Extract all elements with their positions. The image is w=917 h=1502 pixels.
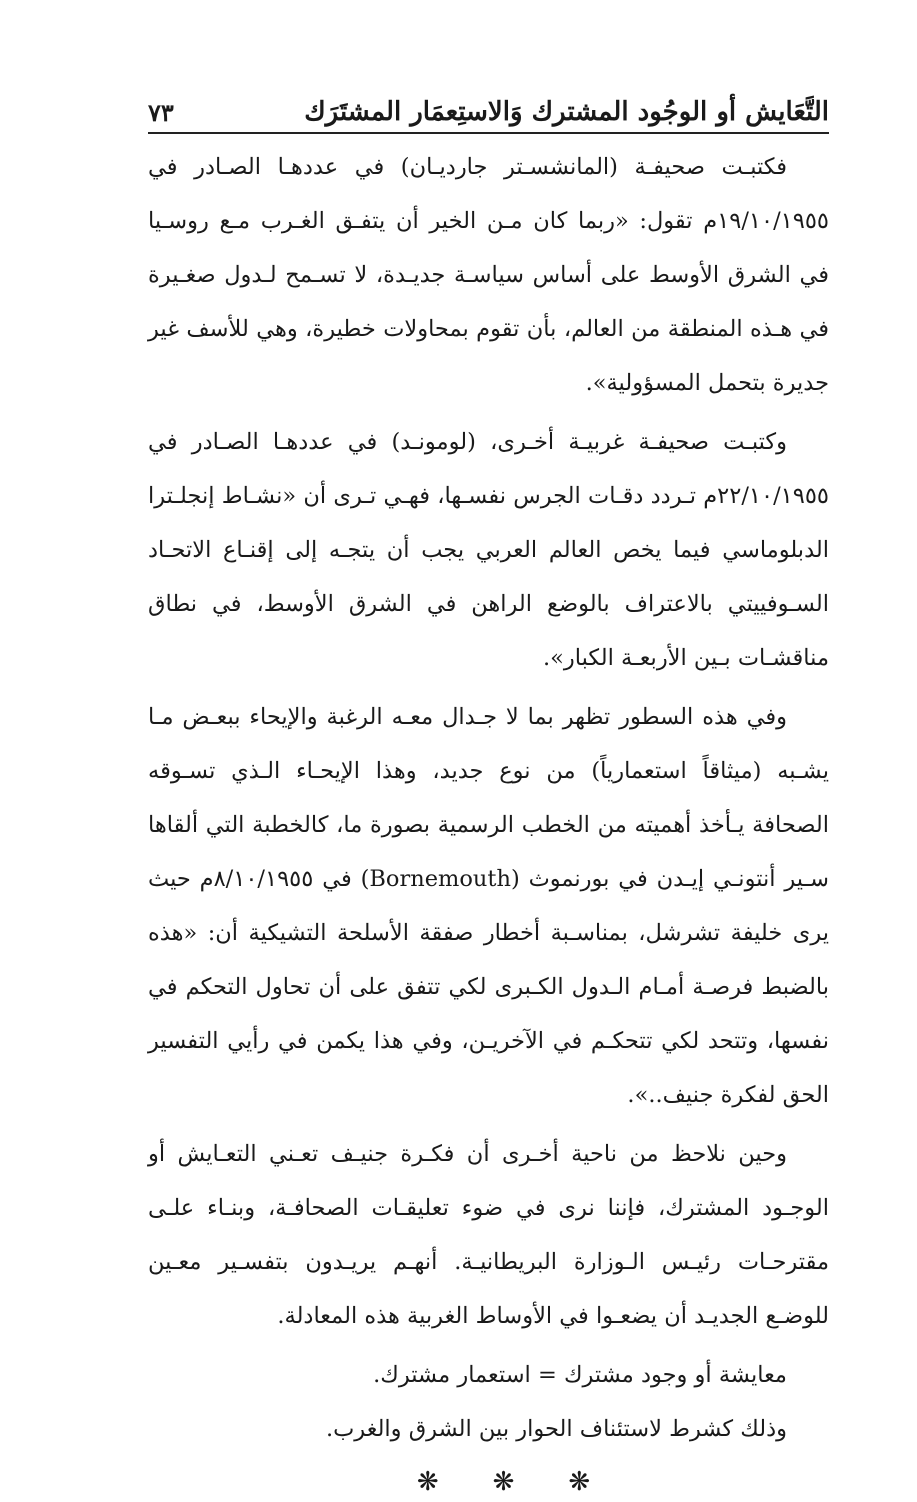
paragraph-geneva-idea: وحين نلاحظ من ناحية أخـرى أن فكـرة جنيـف تعـني التعـايش أو الوجـود المشترك، فإننا نرى في ضوء تعليقـات الصحافـة، وبنـاء علـى مقترحـات رئيـس الـوزارة البريطانيـة. أنهـم يريـدون بتفسـير معـين للوضـع الجديـد أن يضعـوا في الأوساط الغربية هذه المعادلة. xyxy=(148,1141,829,1329)
paragraph-eden-speech: وفي هذه السطور تظهر بما لا جـدال معـه الرغبة والإيحاء ببعـض مـا يشـبه (ميثاقاً استعمارياً) من نوع جديد، وهذا الإيحـاء الـذي تسـوقه الصحافة يـأخذ أهميته من الخطب الرسمية بصورة ما، كالخطبة التي ألقاها سـير أنتونـي إيـدن في بورنموث (Bornemouth) في ٨/١٠/١٩٥٥م حيث يرى خليفة تشرشل، بمناسـبة أخطار صفقة الأسلحة التشيكية أن: «هذه بالضبط فرصـة أمـام الـدول الكـبرى لكي تتفق على أن تحاول التحكم في نفسها، وتتحد لكي تتحكـم في الآخريـن، وفي هذا يكمن في رأيي التفسير الحق لفكرة جنيف..». xyxy=(148,704,830,1108)
asterism-icon: ❋ xyxy=(416,1467,439,1497)
paragraph-manchester-guardian: فكتبـت صحيفـة (المانشسـتر جارديـان) في عددهـا الصـادر في ١٩/١٠/١٩٥٥م تقول: «ربما كان مـن الخير أن يتفـق الغـرب مـع روسـيا في الشرق الأوسط على أساس سياسـة جديـدة، لا تسـمح لـدول صغـيرة في هـذه المنطقة من العالم، بأن تقوم بمحاولات خطيرة، وهي للأسف غير جديرة بتحمل المسؤولية». xyxy=(148,154,829,396)
asterism-icon: ❋ xyxy=(492,1467,515,1497)
body-text xyxy=(148,140,829,1502)
condition-line: وذلك كشرط لاستئناف الحوار بين الشرق والغرب. xyxy=(325,1416,787,1442)
equation-line: معايشة أو وجود مشترك = استعمار مشترك. xyxy=(373,1362,787,1388)
paragraph-le-monde: وكتبـت صحيفـة غربيـة أخـرى، (لومونـد) في عددهـا الصـادر في ٢٢/١٠/١٩٥٥م تـردد دقـات الجرس نفسـها، فهـي تـرى أن «نشـاط إنجلـترا الدبلوماسي فيما يخص العالم العربي يجب أن يتجـه إلى إقنـاع الاتحـاد السـوفييتي بالاعتراف بالوضع الراهن في الشرق الأوسط، في نطاق مناقشـات بـين الأربعـة الكبار». xyxy=(148,429,829,671)
section-separator xyxy=(148,1462,829,1502)
running-head: التَّعَايش أو الوجُود المشترك وَالاستِعمَار المشتَرَك xyxy=(304,96,829,127)
page-number: ٧٣ xyxy=(148,98,174,128)
page-header xyxy=(148,86,829,134)
asterism-icon: ❋ xyxy=(568,1467,591,1497)
